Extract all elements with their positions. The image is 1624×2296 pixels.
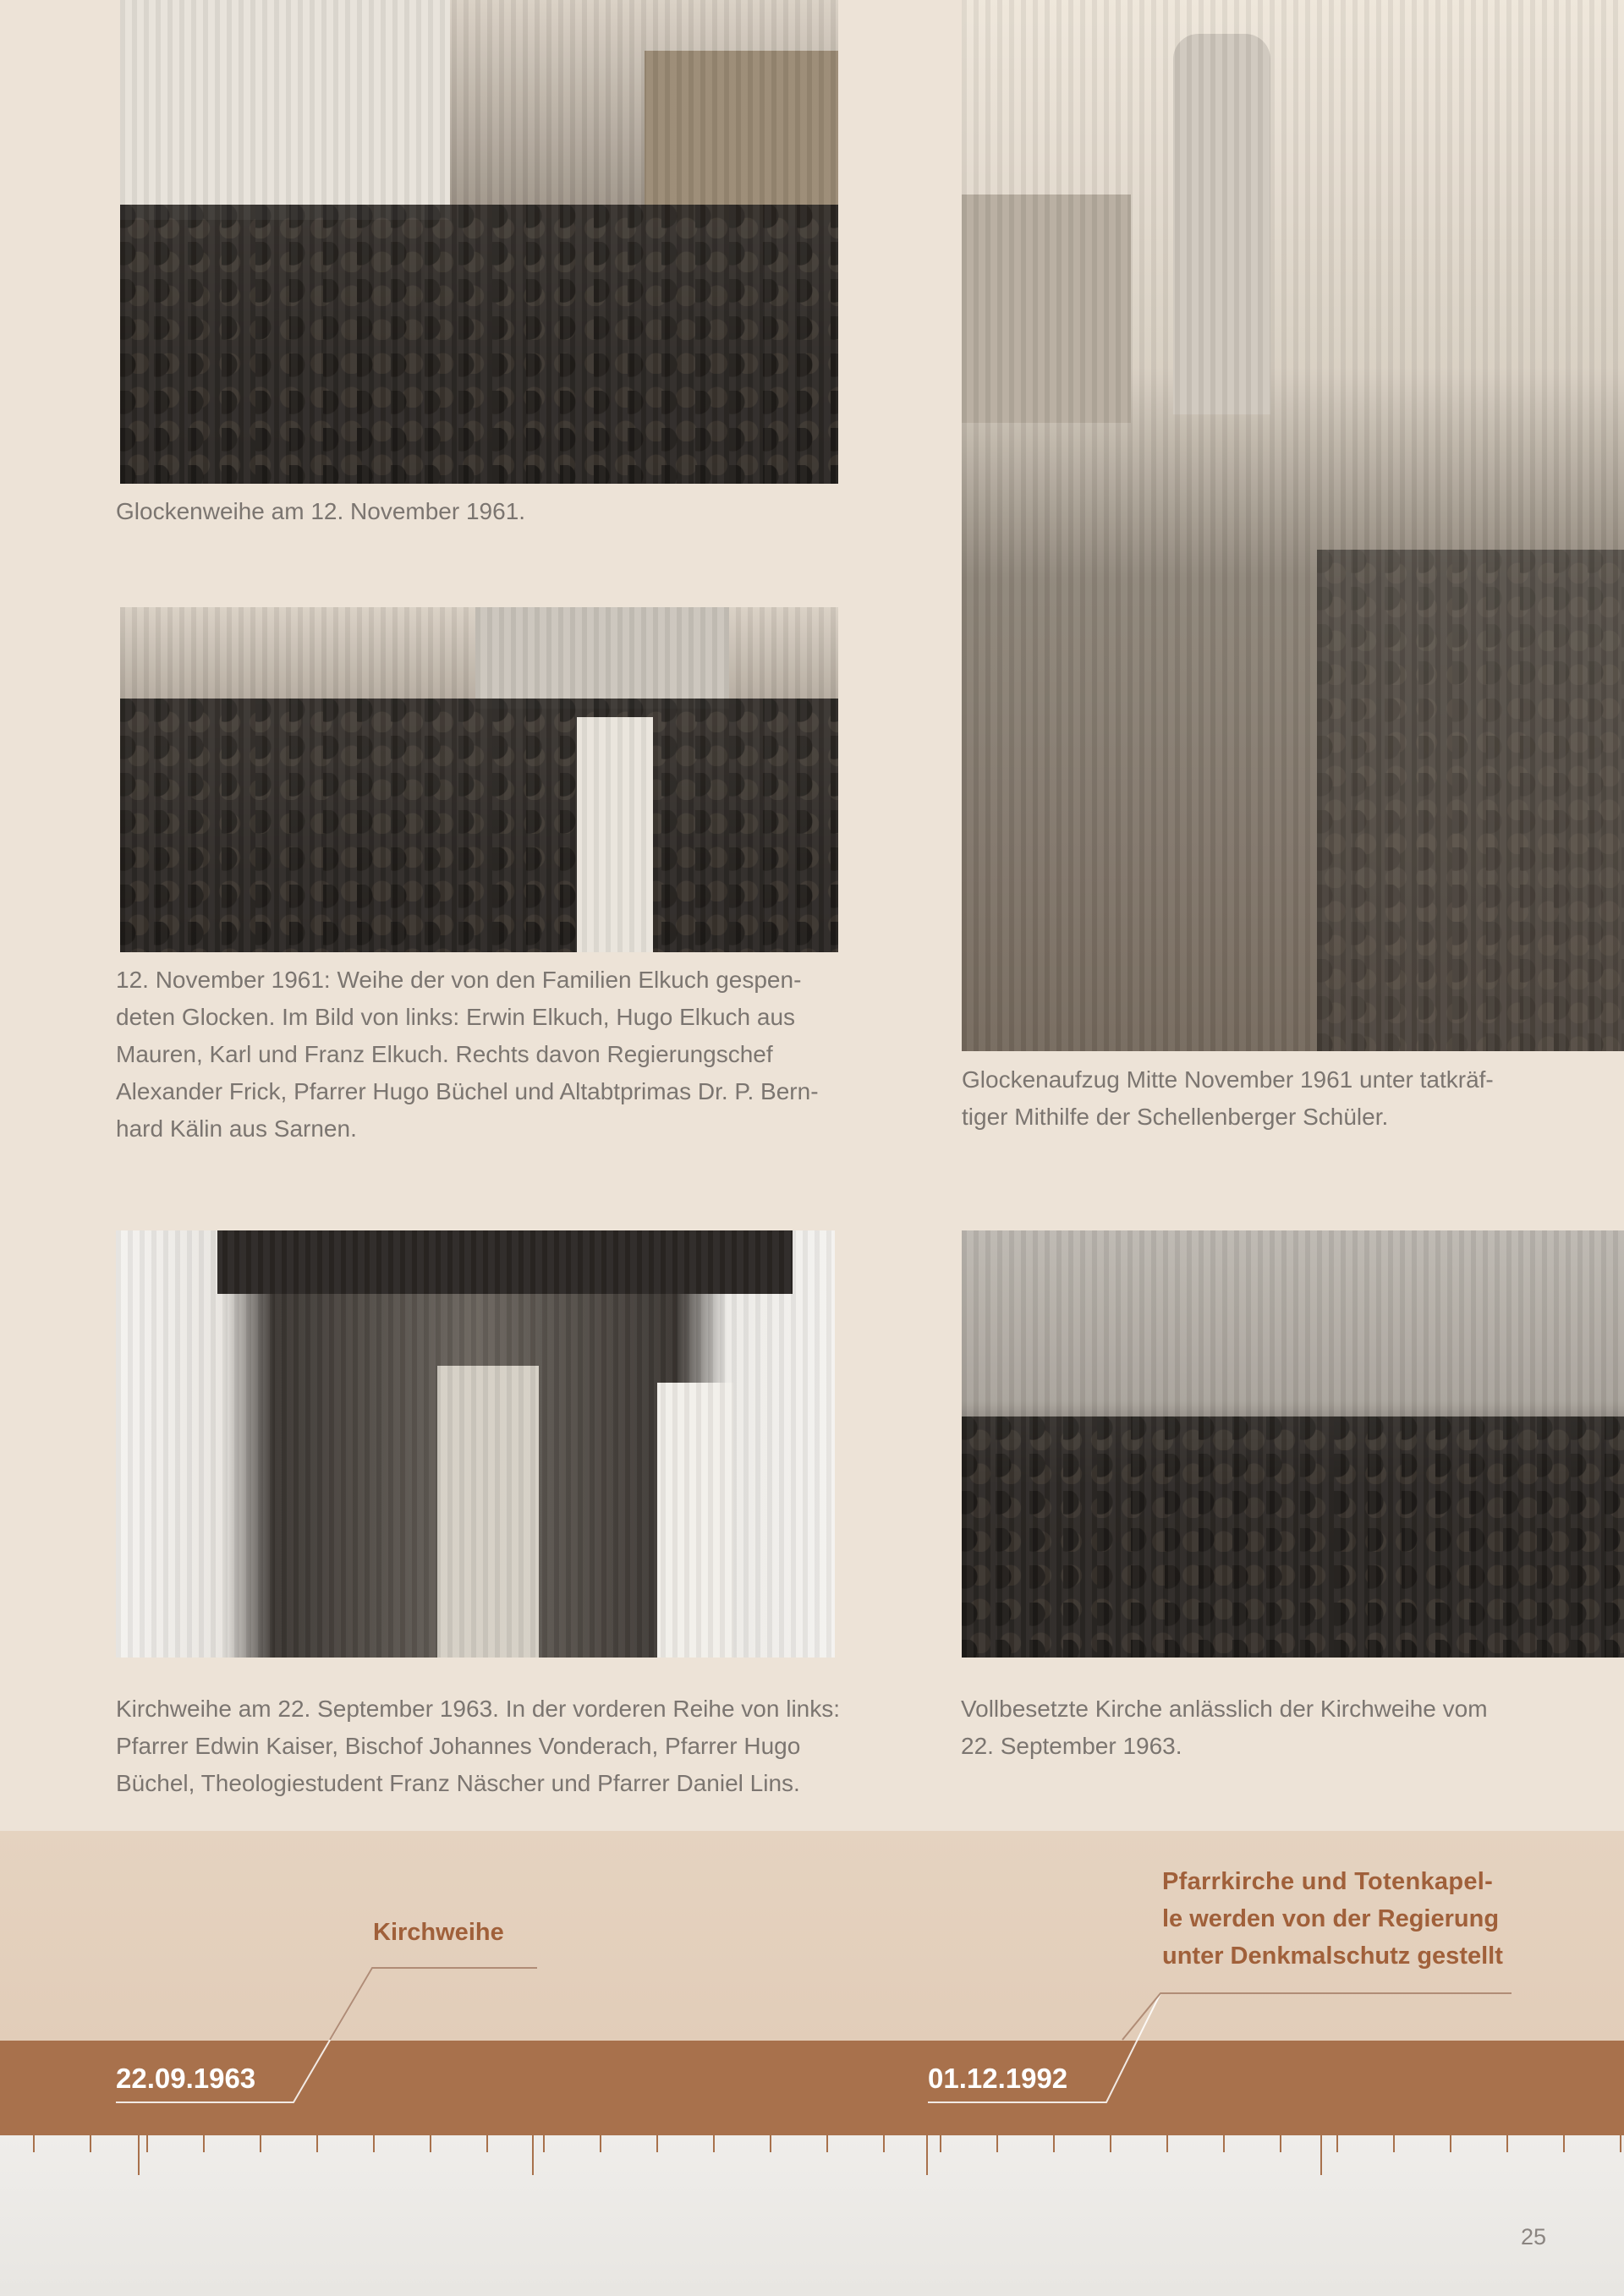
- caption-line: Büchel, Theologiestudent Franz Näscher und Pfarrer Daniel Lins.: [116, 1770, 800, 1796]
- caption-photo-3: [962, 1061, 1605, 1136]
- timeline-date-1992: 01.12.1992: [928, 2063, 1068, 2094]
- caption-line: hard Kälin aus Sarnen.: [116, 1115, 357, 1142]
- caption-line: 12. November 1961: Weihe der von den Familien Elkuch gespen-: [116, 967, 802, 993]
- event-line: unter Denkmalschutz gestellt: [1162, 1943, 1503, 1970]
- caption-line: 22. September 1963.: [961, 1733, 1182, 1759]
- caption-line: Glockenweihe am 12. November 1961.: [116, 498, 526, 524]
- caption-line: Pfarrer Edwin Kaiser, Bischof Johannes Vonderach, Pfarrer Hugo: [116, 1733, 801, 1759]
- event-line: le werden von der Regierung: [1162, 1905, 1500, 1932]
- page-number: 25: [1520, 2224, 1546, 2249]
- event-line: Kirchweihe: [373, 1919, 504, 1946]
- timeline-ruler: [0, 2135, 1624, 2296]
- photo-bell-hoisting: [962, 0, 1624, 1051]
- caption-line: Kirchweihe am 22. September 1963. In der vorderen Reihe von links:: [116, 1696, 841, 1722]
- caption-photo-2: [116, 962, 839, 1148]
- caption-line: Vollbesetzte Kirche anlässlich der Kirchweihe vom: [961, 1696, 1488, 1722]
- timeline-date-1963: 22.09.1963: [116, 2063, 256, 2094]
- event-line: Pfarrkirche und Totenkapel-: [1162, 1868, 1494, 1895]
- caption-photo-1: [116, 493, 843, 530]
- timeline-event-1963: [373, 1914, 504, 1951]
- photo-church-consecration-doorway: [116, 1230, 835, 1658]
- caption-line: Mauren, Karl und Franz Elkuch. Rechts davon Regierungschef: [116, 1041, 773, 1067]
- caption-line: tiger Mithilfe der Schellenberger Schüler.: [962, 1104, 1389, 1130]
- caption-line: Alexander Frick, Pfarrer Hugo Büchel und Altabtprimas Dr. P. Bern-: [116, 1078, 819, 1104]
- caption-line: Glockenaufzug Mitte November 1961 unter tatkräf-: [962, 1066, 1494, 1093]
- caption-line: deten Glocken. Im Bild von links: Erwin Elkuch, Hugo Elkuch aus: [116, 1004, 796, 1030]
- photo-bell-consecration-crowd: [120, 0, 838, 484]
- caption-photo-4: [116, 1690, 852, 1802]
- timeline-event-1992: [1162, 1863, 1503, 1975]
- photo-bell-blessing-ceremony: [120, 607, 838, 952]
- photo-full-church-interior: [962, 1230, 1624, 1658]
- caption-photo-5: [961, 1690, 1604, 1765]
